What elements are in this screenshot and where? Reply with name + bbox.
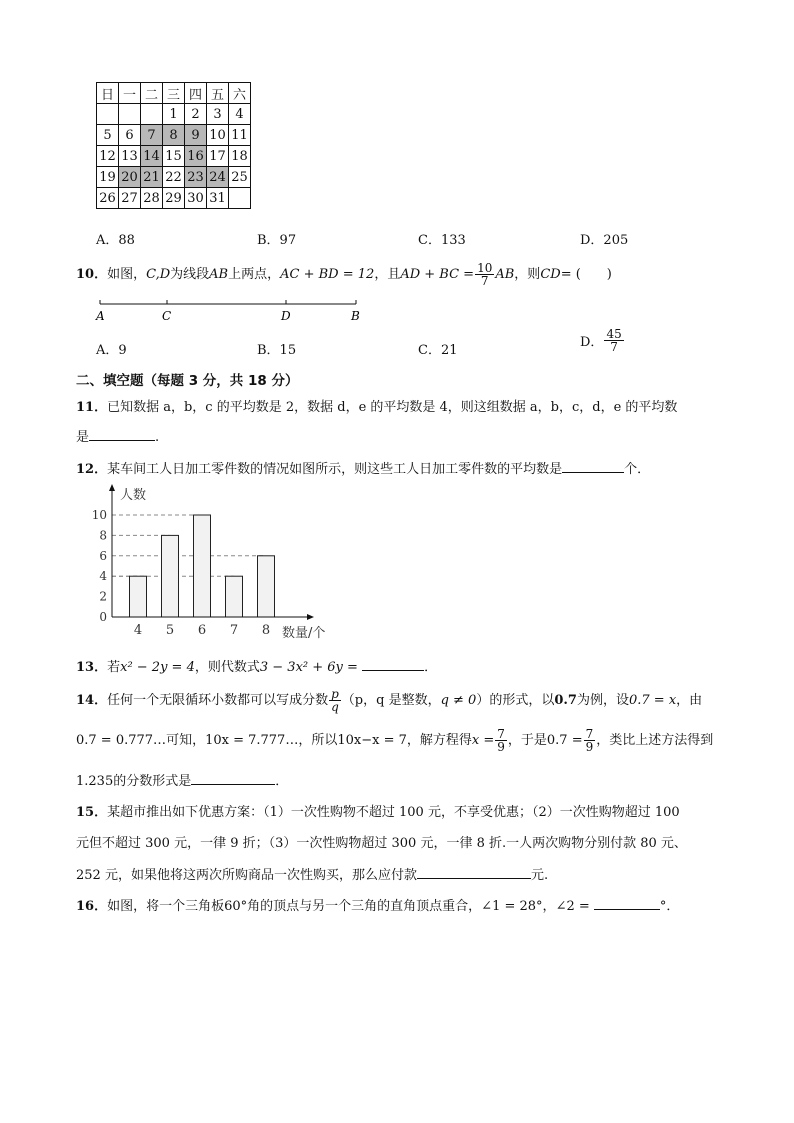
answer-blank[interactable] xyxy=(362,657,424,671)
q10-text: 如图， xyxy=(107,267,147,282)
x-tick-label: 4 xyxy=(133,623,143,638)
q14-math: x = xyxy=(471,733,495,748)
fraction-numerator: 7 xyxy=(497,727,505,741)
calendar-row xyxy=(97,104,251,125)
x-tick-label: 8 xyxy=(261,623,271,638)
q14-text: ，所以 xyxy=(298,733,338,748)
calendar-cell: 22 xyxy=(163,167,185,188)
question-15 xyxy=(76,801,680,820)
calendar-header: 六 xyxy=(229,83,251,104)
calendar-cell: 28 xyxy=(141,188,163,209)
question-14 xyxy=(76,688,702,713)
fraction-numerator: p xyxy=(331,687,339,701)
q14-text: ，于是 xyxy=(507,733,547,748)
x-axis-label: 数量/个 xyxy=(282,626,326,641)
bar xyxy=(226,576,243,617)
calendar-cell: 31 xyxy=(207,188,229,209)
calendar-cell: 13 xyxy=(119,146,141,167)
q14-suffix: ． xyxy=(275,774,289,789)
q10-option-b: B．15 xyxy=(257,343,297,358)
q10-option-d xyxy=(580,328,625,353)
bar xyxy=(194,515,211,617)
option-fraction xyxy=(604,328,623,353)
q9-option-b: B．97 xyxy=(257,233,297,248)
fraction-denominator: 9 xyxy=(497,740,505,754)
calendar-cell: 27 xyxy=(119,188,141,209)
q11-text: 是 xyxy=(76,430,90,445)
y-tick-label: 0 xyxy=(99,610,107,624)
q14-fraction-pq xyxy=(329,688,341,713)
q10-math: AD + BC = xyxy=(400,267,475,282)
question-15-line3 xyxy=(76,864,548,883)
y-axis-arrow xyxy=(109,484,115,491)
question-number: 15． xyxy=(76,805,108,820)
y-tick-label: 6 xyxy=(99,548,107,563)
question-number: 16． xyxy=(76,899,108,914)
period: . xyxy=(155,430,160,445)
q14-text: ，类比上述方法得到 xyxy=(596,733,714,748)
calendar-cell: 12 xyxy=(97,146,119,167)
q15-suffix: 元. xyxy=(530,868,549,883)
calendar-header: 二 xyxy=(141,83,163,104)
calendar-cell: 1 xyxy=(163,104,185,125)
q16-math: ∠1 = 28° xyxy=(481,899,543,914)
label-c: C xyxy=(162,309,172,323)
q16-text: ， xyxy=(542,899,556,914)
q9-option-c: C．133 xyxy=(418,233,466,248)
calendar-cell xyxy=(119,104,141,125)
question-16 xyxy=(76,895,679,914)
bar xyxy=(258,556,275,617)
q14-math: 0.7 = 0.777… xyxy=(76,733,167,748)
q10-option-a: A．9 xyxy=(96,343,127,358)
q10-math: AB xyxy=(495,267,515,282)
q10-math: CD xyxy=(540,267,561,282)
question-number: 11． xyxy=(76,400,108,415)
q16-text: 如图，将一个三角板 xyxy=(107,899,225,914)
calendar-row xyxy=(97,146,251,167)
q14-text: 可知， xyxy=(166,733,206,748)
question-11 xyxy=(76,396,677,415)
calendar-cell: 3 xyxy=(207,104,229,125)
calendar-header: 四 xyxy=(185,83,207,104)
q14-math: 1.235 xyxy=(76,774,114,789)
fraction-denominator: 7 xyxy=(480,274,489,288)
answer-blank[interactable] xyxy=(562,459,624,473)
calendar-cell-shaded: 21 xyxy=(141,167,163,188)
calendar-cell: 6 xyxy=(119,125,141,146)
q14-math: 10x−x = 7 xyxy=(337,733,407,748)
q11-text: 已知数据 a，b，c 的平均数是 2，数据 d，e 的平均数是 4，则这组数据 a，b，c，d，e 的平均数 xyxy=(107,400,678,415)
q13-text: 若 xyxy=(107,660,121,675)
q16-suffix: °． xyxy=(659,899,680,914)
q9-option-a: A．88 xyxy=(96,233,135,248)
q12-suffix: 个． xyxy=(624,462,651,477)
calendar-row xyxy=(97,125,251,146)
q14-text: 的分数形式是 xyxy=(113,774,192,789)
question-14-line2 xyxy=(76,728,713,753)
q10-segment-figure xyxy=(90,296,370,326)
question-number: 14． xyxy=(76,693,108,708)
calendar-cell: 26 xyxy=(97,188,119,209)
calendar-cell xyxy=(229,188,251,209)
chart-gridlines xyxy=(112,515,266,576)
question-14-line3 xyxy=(76,770,288,789)
calendar-header-row xyxy=(97,83,251,104)
q14-math: 0.7 = x xyxy=(628,693,677,708)
y-tick-label: 8 xyxy=(99,528,107,543)
q16-text: 角的顶点与另一个三角的直角顶点重合， xyxy=(247,899,482,914)
q14-fraction xyxy=(584,728,596,753)
calendar-cell-shaded: 7 xyxy=(141,125,163,146)
chart-y-ticks xyxy=(92,508,107,624)
calendar-cell-shaded: 9 xyxy=(185,125,207,146)
q10-fraction xyxy=(475,262,494,287)
q13-text: ，则代数式 xyxy=(194,660,260,675)
x-tick-label: 5 xyxy=(165,623,175,638)
q10-math: AB xyxy=(209,267,229,282)
q14-text: 为例，设 xyxy=(576,693,629,708)
fraction-numerator: 7 xyxy=(585,727,594,741)
answer-blank[interactable] xyxy=(191,771,275,785)
bar xyxy=(162,535,179,617)
calendar-cell-shaded: 8 xyxy=(163,125,185,146)
q12-text: 某车间工人日加工零件数的情况如图所示，则这些工人日加工零件数的平均数是 xyxy=(107,462,563,477)
fraction-numerator: 45 xyxy=(606,327,622,341)
calendar-cell-shaded: 23 xyxy=(185,167,207,188)
calendar-cell: 11 xyxy=(229,125,251,146)
x-axis-arrow xyxy=(307,614,314,620)
calendar-cell: 29 xyxy=(163,188,185,209)
q12-bar-chart xyxy=(92,482,352,644)
q10-text: ，且 xyxy=(374,267,401,282)
calendar-cell: 25 xyxy=(229,167,251,188)
q13-suffix: ． xyxy=(424,660,438,675)
q15-text: 元但不超过 300 元，一律 9 折；（3）一次性购物超过 300 元，一律 8 折.一人两次购物分别付款 80 元、 xyxy=(76,836,687,851)
calendar-cell xyxy=(141,104,163,125)
q13-math: x² − 2y = 4 xyxy=(120,660,195,675)
fraction-denominator: 9 xyxy=(585,740,594,754)
question-number: 13． xyxy=(76,660,108,675)
fraction-denominator: 7 xyxy=(610,340,618,354)
q10-text: 上两点， xyxy=(228,267,281,282)
q9-option-d: D．205 xyxy=(580,233,629,248)
label-b: B xyxy=(351,309,360,323)
calendar-header: 三 xyxy=(163,83,185,104)
calendar-cell: 15 xyxy=(163,146,185,167)
question-12 xyxy=(76,458,650,477)
q10-option-c: C．21 xyxy=(418,343,458,358)
calendar-header: 五 xyxy=(207,83,229,104)
y-tick-label: 2 xyxy=(99,589,107,604)
q14-fraction xyxy=(495,728,507,753)
calendar-cell: 2 xyxy=(185,104,207,125)
label-a: A xyxy=(96,309,105,323)
q14-text: ，由 xyxy=(676,693,703,708)
calendar-cell: 19 xyxy=(97,167,119,188)
calendar-cell: 17 xyxy=(207,146,229,167)
question-10 xyxy=(76,262,612,287)
q14-math: 10x = 7.777… xyxy=(205,733,299,748)
q14-math: 0.7 = xyxy=(546,733,583,748)
q15-text: 某超市推出如下优惠方案：（1）一次性购物不超过 100 元，不享受优惠；（2）一次性购物超过 100 xyxy=(107,805,680,820)
fraction-numerator: 10 xyxy=(477,261,493,275)
q14-text: 任何一个无限循环小数都可以写成分数 xyxy=(107,693,329,708)
chart-bars xyxy=(130,515,275,617)
bar xyxy=(130,576,147,617)
calendar-cell: 4 xyxy=(229,104,251,125)
q10-text: ，则 xyxy=(514,267,541,282)
question-15-line2 xyxy=(76,832,687,851)
question-number: 10． xyxy=(76,267,108,282)
question-13 xyxy=(76,656,437,675)
q10-text: = ( ) xyxy=(560,267,612,282)
q10-math: AC + BD = 12 xyxy=(280,267,375,282)
label-d: D xyxy=(281,309,291,323)
x-tick-label: 6 xyxy=(197,623,207,638)
q14-math: 0.7 xyxy=(554,693,577,708)
q14-text: ）的形式，以 xyxy=(476,693,555,708)
q14-math: q ≠ 0 xyxy=(440,693,477,708)
fraction-denominator: q xyxy=(331,700,339,714)
calendar-cell: 18 xyxy=(229,146,251,167)
calendar-cell: 10 xyxy=(207,125,229,146)
calendar-header: 一 xyxy=(119,83,141,104)
calendar-cell-shaded: 16 xyxy=(185,146,207,167)
answer-blank[interactable] xyxy=(89,427,155,441)
calendar-cell-shaded: 14 xyxy=(141,146,163,167)
calendar-cell-shaded: 24 xyxy=(207,167,229,188)
calendar-table xyxy=(96,82,251,209)
q16-math: 60° xyxy=(224,899,248,914)
chart-x-ticks xyxy=(134,623,270,638)
calendar-cell xyxy=(97,104,119,125)
q14-text: ，解方程得 xyxy=(406,733,472,748)
calendar-cell: 5 xyxy=(97,125,119,146)
answer-blank[interactable] xyxy=(594,896,660,910)
y-tick-label: 10 xyxy=(92,508,107,522)
q13-math: 3 − 3x² + 6y = xyxy=(259,660,358,675)
question-11-line2 xyxy=(76,426,159,445)
x-tick-label: 7 xyxy=(229,623,239,638)
q16-math: ∠2 = xyxy=(555,899,590,914)
q10-text: 为线段 xyxy=(170,267,210,282)
y-tick-label: 4 xyxy=(99,569,107,584)
question-number: 12． xyxy=(76,462,108,477)
calendar-row xyxy=(97,188,251,209)
calendar-header: 日 xyxy=(97,83,119,104)
answer-blank[interactable] xyxy=(417,865,531,879)
q10-math: C,D xyxy=(146,267,171,282)
q14-text: （p，q 是整数， xyxy=(341,693,441,708)
calendar-cell-shaded: 20 xyxy=(119,167,141,188)
option-label: D． xyxy=(580,335,604,350)
calendar-cell: 30 xyxy=(185,188,207,209)
y-axis-label: 人数 xyxy=(120,488,147,503)
calendar-row xyxy=(97,167,251,188)
section-heading: 二、填空题（每题 3 分，共 18 分） xyxy=(76,373,299,389)
q15-text: 252 元，如果他将这两次所购商品一次性购买，那么应付款 xyxy=(76,868,417,883)
